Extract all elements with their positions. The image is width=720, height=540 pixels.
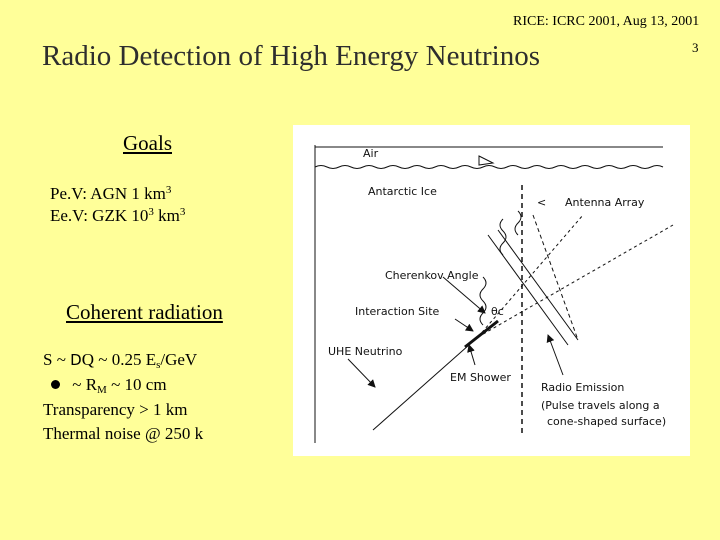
rm-prefix: ~ R bbox=[68, 375, 98, 394]
ice-wavy-line bbox=[315, 166, 663, 169]
rm-suffix: ~ 10 cm bbox=[106, 375, 167, 394]
uhe-neutrino-label: UHE Neutrino bbox=[328, 345, 403, 358]
em-shower-arrow bbox=[469, 345, 475, 365]
thermal-noise-line: Thermal noise @ 250 k bbox=[43, 424, 204, 443]
conference-header: RICE: ICRC 2001, Aug 13, 2001 bbox=[513, 14, 700, 29]
em-shower-segment bbox=[465, 321, 498, 347]
antarctic-ice-label: Antarctic Ice bbox=[368, 185, 437, 198]
surface-transmitter-icon bbox=[479, 156, 493, 165]
interaction-site-label: Interaction Site bbox=[355, 305, 440, 318]
antenna-arrow-label: < bbox=[537, 196, 547, 209]
cone-upper-dotted bbox=[478, 225, 673, 337]
pulse-text-line1: (Pulse travels along a bbox=[541, 399, 660, 412]
antenna-array-label: Antenna Array bbox=[565, 196, 645, 209]
signal-prefix: S ~ bbox=[43, 350, 71, 369]
cone-axis-dotted bbox=[478, 215, 583, 337]
eev-text: Ee.V: GZK 10 bbox=[50, 206, 149, 225]
em-shower-label: EM Shower bbox=[450, 371, 511, 384]
signal-mid: Q ~ 0.25 E bbox=[81, 350, 157, 369]
radio-emission-label: Radio Emission bbox=[541, 381, 625, 394]
moliere-radius-line bbox=[43, 375, 167, 396]
pev-goal-line bbox=[50, 184, 171, 204]
detection-diagram bbox=[293, 125, 690, 456]
delta-symbol: D bbox=[70, 351, 82, 369]
radio-pulse-3 bbox=[515, 211, 521, 235]
slide-title: Radio Detection of High Energy Neutrinos bbox=[42, 40, 540, 72]
eev-unit: km bbox=[153, 206, 180, 225]
eev-exponent: 3 bbox=[148, 206, 154, 218]
eev-goal-line bbox=[50, 206, 185, 226]
emission-cone-line3 bbox=[533, 215, 578, 340]
radio-pulse-1 bbox=[480, 277, 486, 325]
radio-emission-arrow bbox=[548, 335, 563, 375]
page-number: 3 bbox=[692, 40, 699, 55]
cherenkov-angle-label: Cherenkov Angle bbox=[385, 269, 479, 282]
goals-heading: Goals bbox=[123, 131, 172, 155]
bullet-icon bbox=[51, 380, 60, 389]
pev-text: Pe.V: AGN 1 km bbox=[50, 184, 166, 203]
diagram-svg bbox=[293, 125, 690, 456]
coherent-radiation-heading: Coherent radiation bbox=[66, 300, 223, 324]
eev-unit-exponent: 3 bbox=[179, 206, 186, 218]
interaction-site-arrow bbox=[455, 319, 473, 331]
signal-line bbox=[43, 350, 197, 371]
uhe-neutrino-arrow bbox=[348, 359, 375, 387]
emission-cone-line2 bbox=[498, 230, 578, 340]
transparency-line: Transparency > 1 km bbox=[43, 400, 188, 419]
pev-exponent: 3 bbox=[165, 184, 172, 196]
cherenkov-angle-arrow bbox=[443, 277, 485, 313]
signal-suffix: /GeV bbox=[160, 350, 198, 369]
air-label: Air bbox=[363, 147, 379, 160]
theta-label: θc bbox=[491, 305, 504, 318]
signal-subscript: s bbox=[156, 359, 161, 371]
rm-subscript: M bbox=[97, 384, 107, 396]
pulse-text-line2: cone-shaped surface) bbox=[547, 415, 667, 428]
